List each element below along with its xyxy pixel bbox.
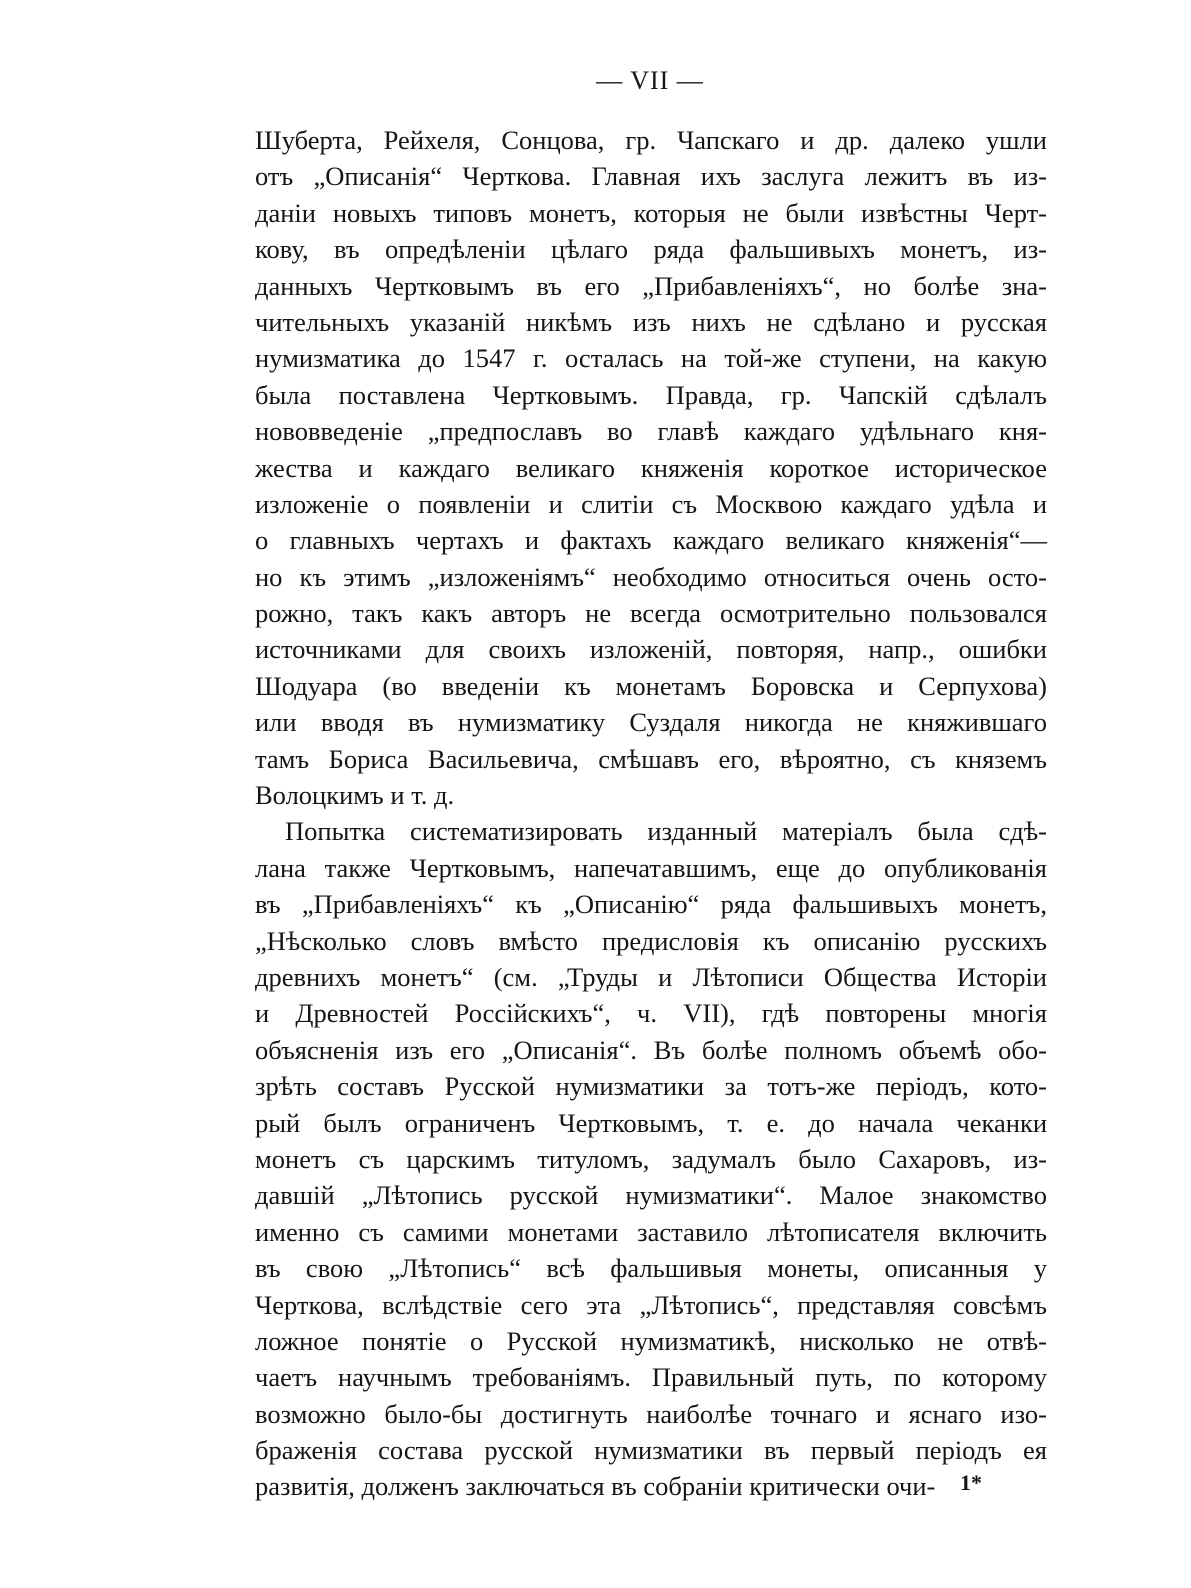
text-line: Шуберта, Рейхеля, Сонцова, гр. Чапскаго и др. далеко ушли [255, 125, 1047, 155]
body-text [255, 122, 1047, 1505]
text-line: возможно было-бы достигнуть наиболѣе точнаго и яснаго изо- [255, 1398, 1047, 1429]
paragraph [255, 122, 1047, 813]
text-line: нумизматика до 1547 г. осталась на той-же ступени, на какую [255, 343, 1047, 374]
text-line: монетъ съ царскимъ титуломъ, задумалъ было Сахаровъ, из- [255, 1143, 1047, 1174]
text-line: кову, въ опредѣленіи цѣлаго ряда фальшивыхъ монетъ, из- [255, 234, 1047, 265]
text-line: но къ этимъ „изложеніямъ“ необходимо относиться очень осто- [255, 561, 1047, 592]
text-line: ложное понятіе о Русской нумизматикѣ, нисколько не отвѣ- [255, 1325, 1047, 1356]
text-line: древнихъ монетъ“ (см. „Труды и Лѣтописи Общества Исторіи [255, 961, 1047, 992]
text-line: данныхъ Чертковымъ въ его „Прибавленіяхъ“, но болѣе зна- [255, 270, 1047, 301]
text-line: рожно, такъ какъ авторъ не всегда осмотрительно пользовался [255, 598, 1047, 629]
text-line: Волоцкимъ и т. д. [255, 780, 455, 811]
text-line: объясненія изъ его „Описанія“. Въ болѣе полномъ объемѣ обо- [255, 1034, 1047, 1065]
page-number-header: — VII — [596, 66, 704, 95]
text-line: Черткова, вслѣдствіе сего эта „Лѣтопись“, представляя совсѣмъ [255, 1289, 1047, 1320]
text-line: давшій „Лѣтопись русской нумизматики“. Малое знакомство [255, 1180, 1047, 1211]
text-line: Шодуара (во введеніи къ монетамъ Боровска и Серпухова) [255, 670, 1047, 701]
text-line: въ „Прибавленіяхъ“ къ „Описанію“ ряда фальшивыхъ монетъ, [255, 889, 1047, 920]
text-line: и Древностей Россійскихъ“, ч. VII), гдѣ повторены многія [255, 998, 1047, 1029]
text-line: рый былъ ограниченъ Чертковымъ, т. е. до начала чеканки [255, 1107, 1047, 1138]
text-line: отъ „Описанія“ Черткова. Главная ихъ заслуга лежитъ въ из- [255, 161, 1047, 192]
text-line: лана также Чертковымъ, напечатавшимъ, еще до опубликованія [255, 852, 1047, 883]
text-line: жества и каждаго великаго княженія короткое историческое [255, 452, 1047, 483]
signature-mark: 1* [960, 1470, 982, 1495]
text-line: въ свою „Лѣтопись“ всѣ фальшивыя монеты, описанныя у [255, 1253, 1047, 1284]
text-line: даніи новыхъ типовъ монетъ, которыя не были извѣстны Черт- [255, 197, 1047, 228]
text-line: изложеніе о появленіи и слитіи съ Москвою каждаго удѣла и [255, 488, 1047, 519]
text-line: именно съ самими монетами заставило лѣтописателя включить [255, 1216, 1047, 1247]
text-line: была поставлена Чертковымъ. Правда, гр. Чапскій сдѣлалъ [255, 379, 1047, 410]
text-line: чительныхъ указаній никѣмъ изъ нихъ не сдѣлано и русская [255, 306, 1047, 337]
text-line: браженія состава русской нумизматики въ первый періодъ ея [255, 1435, 1047, 1466]
text-line: „Нѣсколько словъ вмѣсто предисловія къ описанію русскихъ [255, 925, 1047, 956]
text-line: или вводя въ нумизматику Суздаля никогда не княжившаго [255, 707, 1047, 738]
paragraph [255, 813, 1047, 1504]
text-line: тамъ Бориса Васильевича, смѣшавъ его, вѣроятно, съ княземъ [255, 743, 1047, 774]
text-line: зрѣть составъ Русской нумизматики за тотъ-же періодъ, кото- [255, 1071, 1047, 1102]
text-line: чаетъ научнымъ требованіямъ. Правильный путь, по которому [255, 1362, 1047, 1393]
text-line: развитія, долженъ заключаться въ собраніи критически очи- [255, 1471, 936, 1502]
text-line: Попытка систематизировать изданный матеріалъ была сдѣ- [285, 816, 1047, 847]
text-line: нововведеніе „предпославъ во главѣ каждаго удѣльнаго кня- [255, 416, 1047, 447]
text-line: о главныхъ чертахъ и фактахъ каждаго великаго княженія“— [255, 525, 1047, 556]
text-line: источниками для своихъ изложеній, повторяя, напр., ошибки [255, 634, 1047, 665]
